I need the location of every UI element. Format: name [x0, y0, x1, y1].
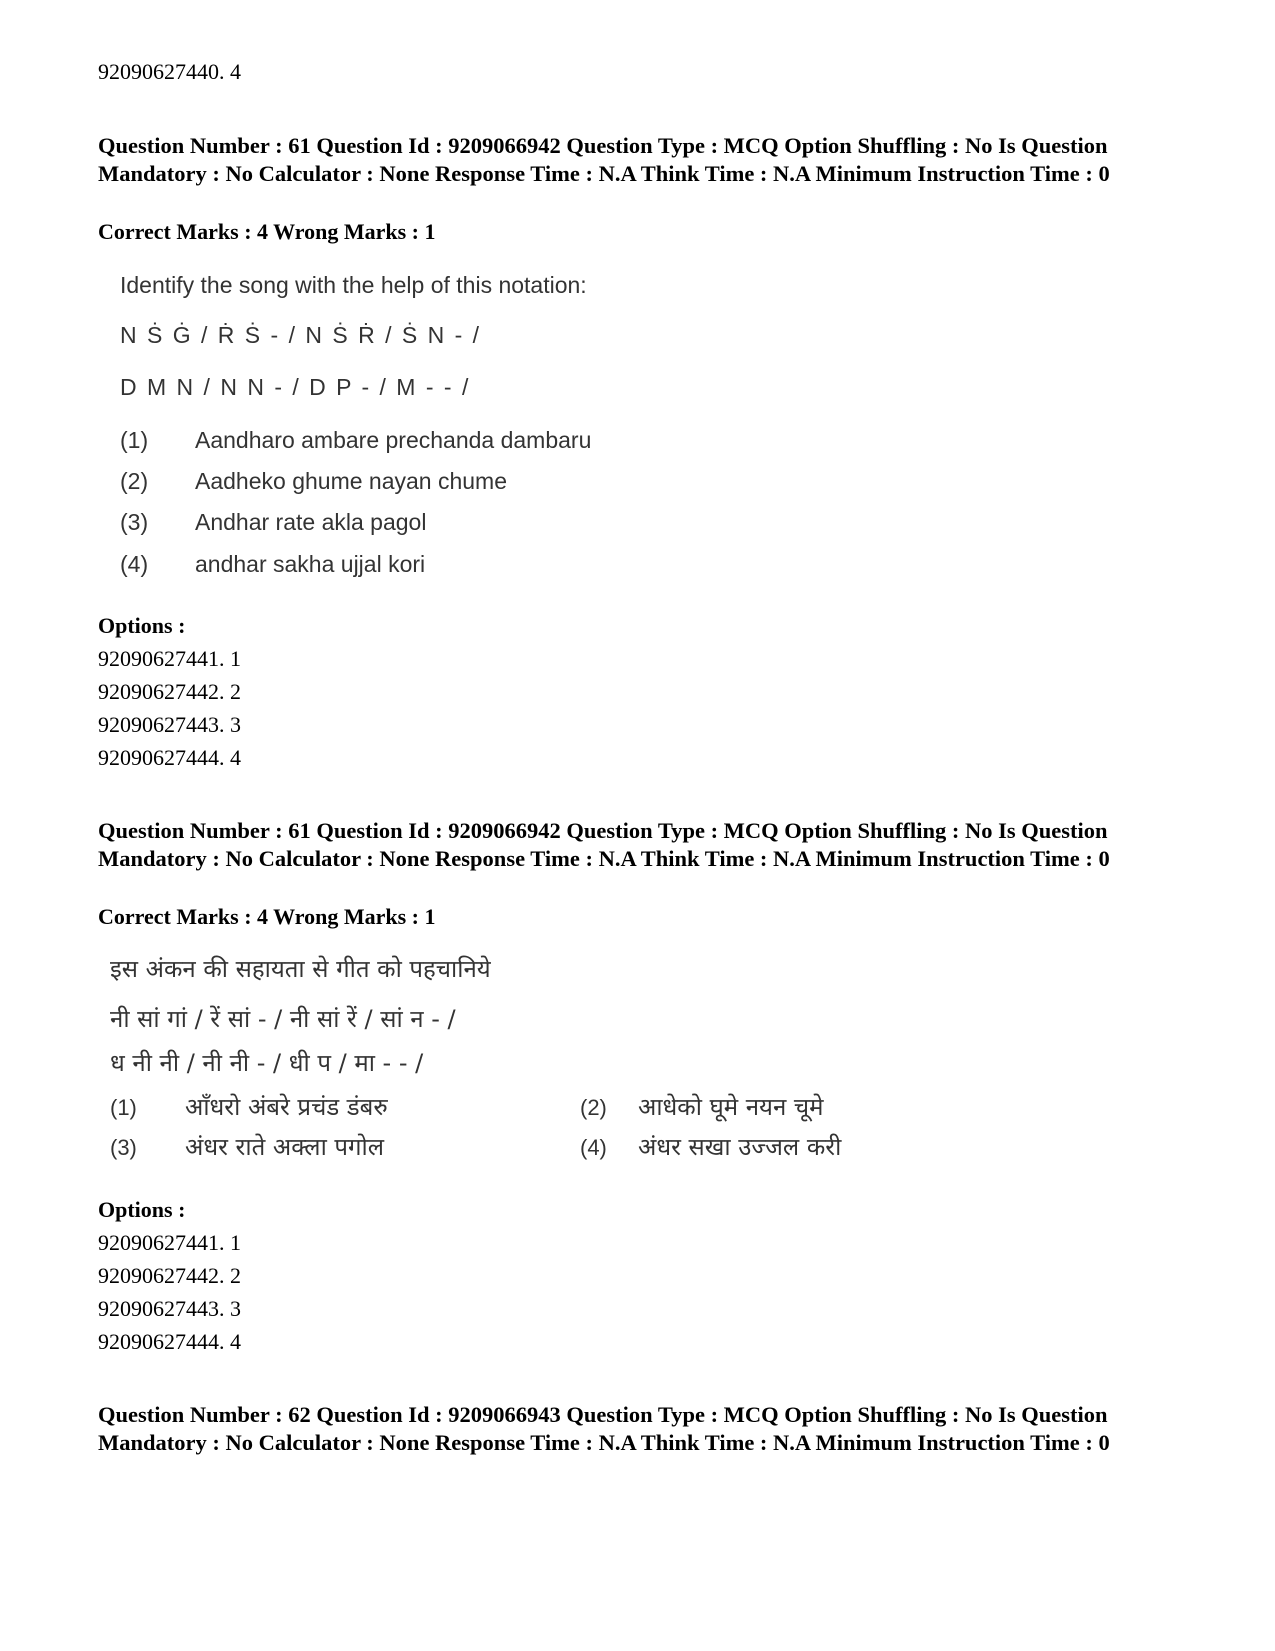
choice-number: (1) — [120, 427, 149, 453]
option-line: 92090627441. 1 — [98, 1230, 241, 1255]
choice-3 — [120, 509, 426, 536]
choice-4 — [120, 551, 425, 578]
question-meta: Question Number : 61 Question Id : 9209066942 Question Type : MCQ Option Shuffling : No Is Question Mandatory : No Calculator : None Response Time : N.A Think Time : N.A Minimum Instruction Time : 0 — [98, 818, 1110, 871]
choice-1 — [110, 1090, 388, 1123]
choice-2 — [580, 1090, 824, 1123]
notation-line-2: ध नी नी / नी नी - / धी प / मा - - / — [110, 1049, 424, 1077]
choice-text: Aadheko ghume nayan chume — [195, 468, 507, 494]
choice-2 — [120, 468, 507, 495]
choice-number: (2) — [580, 1095, 607, 1120]
option-line: 92090627444. 4 — [98, 1329, 241, 1354]
choice-number: (1) — [110, 1095, 137, 1120]
choice-number: (4) — [120, 551, 149, 577]
choice-4 — [580, 1130, 841, 1163]
question-meta: Question Number : 61 Question Id : 9209066942 Question Type : MCQ Option Shuffling : No Is Question Mandatory : No Calculator : None Response Time : N.A Think Time : N.A Minimum Instruction Time : 0 — [98, 133, 1110, 186]
choice-number: (4) — [580, 1135, 607, 1160]
choice-text: अंधर राते अक्ला पगोल — [185, 1133, 385, 1161]
option-line: 92090627444. 4 — [98, 745, 241, 770]
choice-number: (3) — [110, 1135, 137, 1160]
option-line: 92090627441. 1 — [98, 646, 241, 671]
choice-text: Aandharo ambare prechanda dambaru — [195, 427, 592, 453]
options-label: Options : — [98, 1197, 186, 1222]
choice-text: andhar sakha ujjal kori — [195, 551, 426, 577]
notation-line-1: नी सां गां / रें सां - / नी सां रें / सां न - / — [110, 1005, 456, 1033]
choice-3 — [110, 1130, 384, 1163]
notation-line-1: N Ṡ Ġ / Ṙ Ṡ - / N Ṡ Ṙ / Ṡ N - / — [120, 322, 482, 348]
question-marks: Correct Marks : 4 Wrong Marks : 1 — [98, 219, 436, 244]
choice-1 — [120, 427, 591, 454]
choice-number: (3) — [120, 509, 149, 535]
option-line: 92090627443. 3 — [98, 712, 241, 737]
choice-text: आँधरो अंबरे प्रचंड डंबरु — [185, 1093, 388, 1121]
previous-option-line: 92090627440. 4 — [98, 59, 241, 84]
question-meta: Question Number : 62 Question Id : 9209066943 Question Type : MCQ Option Shuffling : No Is Question Mandatory : No Calculator : None Response Time : N.A Think Time : N.A Minimum Instruction Time : 0 — [98, 1402, 1110, 1455]
notation-line-2: D M N / N N - / D P - / M - - / — [120, 374, 471, 400]
question-marks: Correct Marks : 4 Wrong Marks : 1 — [98, 904, 436, 929]
choice-text: अंधर सखा उज्जल करी — [638, 1133, 842, 1161]
question-prompt: इस अंकन की सहायता से गीत को पहचानिये — [110, 955, 491, 983]
choice-number: (2) — [120, 468, 149, 494]
option-line: 92090627442. 2 — [98, 1263, 241, 1288]
choice-text: Andhar rate akla pagol — [195, 509, 427, 535]
choice-text: आधेको घूमे नयन चूमे — [638, 1093, 824, 1121]
option-line: 92090627442. 2 — [98, 679, 241, 704]
option-line: 92090627443. 3 — [98, 1296, 241, 1321]
options-label: Options : — [98, 613, 186, 638]
question-prompt: Identify the song with the help of this notation: — [120, 272, 587, 298]
